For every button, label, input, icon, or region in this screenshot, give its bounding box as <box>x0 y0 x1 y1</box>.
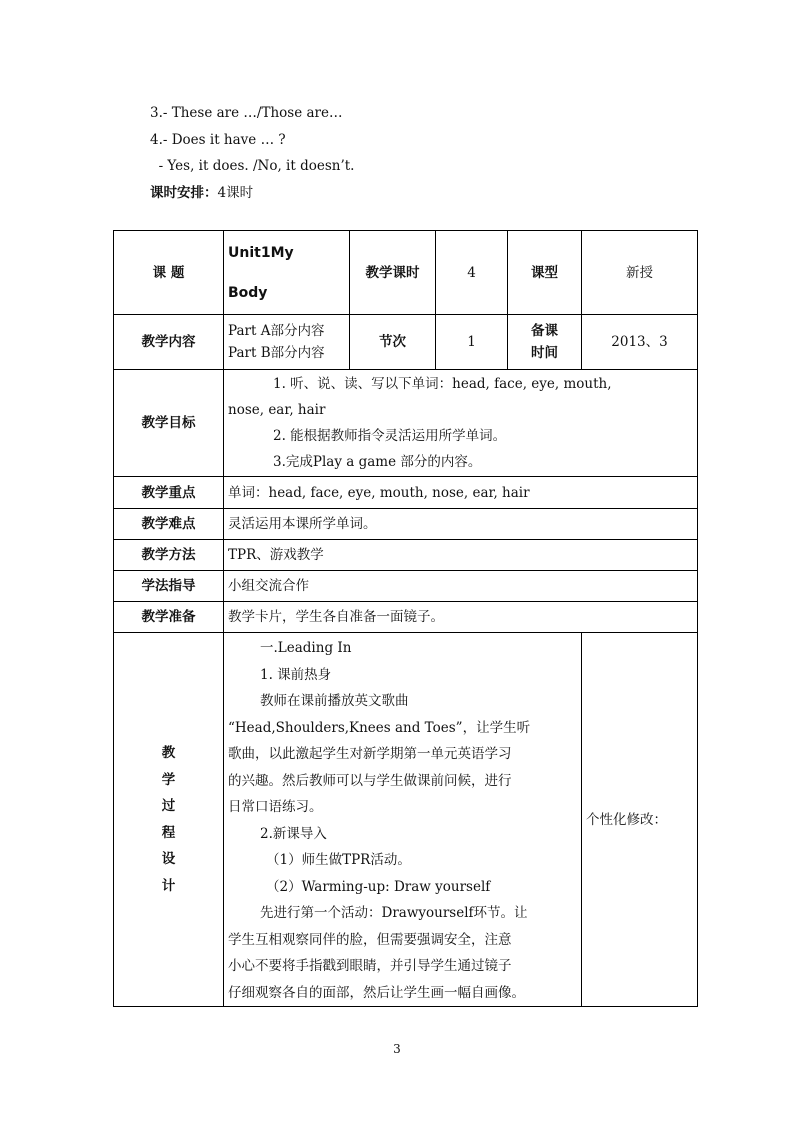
process-line: （1）师生做TPR活动。 <box>266 852 411 868</box>
key-points-value: 单词：head, face, eye, mouth, nose, ear, hair <box>224 477 698 509</box>
process-char-3: 过 <box>161 798 176 814</box>
row-study-guide <box>114 571 698 602</box>
label-key-points: 教学重点 <box>114 477 224 509</box>
process-line: 一.Leading In <box>260 640 352 656</box>
label-prep-time-1: 备课 <box>531 323 558 339</box>
intro-line-4: 4.- Does it have … ? <box>150 131 286 148</box>
row-methods <box>114 540 698 571</box>
hours-value: 4 <box>436 231 508 315</box>
objective-1: 1. 听、说、读、写以下单词：head, face, eye, mouth, <box>273 376 612 392</box>
label-content: 教学内容 <box>114 315 224 370</box>
difficulties-value: 灵活运用本课所学单词。 <box>224 509 698 540</box>
row-preparation <box>114 602 698 633</box>
personal-revision-cell: 个性化修改： <box>582 633 698 1007</box>
process-line: 1. 课前热身 <box>260 666 332 683</box>
topic-line-2: Body <box>228 284 268 301</box>
label-study-guide: 学法指导 <box>114 571 224 602</box>
label-difficulties: 教学难点 <box>114 509 224 540</box>
label-prep-time-2: 时间 <box>531 345 558 361</box>
process-char-2: 学 <box>161 771 176 788</box>
process-line: “Head,Shoulders,Knees and Toes”，让学生听 <box>228 719 531 736</box>
intro-line-3: 3.- These are …/Those are… <box>150 105 343 121</box>
content-line-2: Part B部分内容 <box>228 345 325 361</box>
process-content <box>224 633 582 1007</box>
process-char-6: 计 <box>161 877 176 894</box>
label-section: 节次 <box>350 315 436 370</box>
intro-block <box>150 102 354 208</box>
page-number: 3 <box>393 1042 401 1056</box>
content-cell <box>224 315 350 370</box>
objective-3: 3.完成Play a game 部分的内容。 <box>273 454 482 470</box>
process-line: 2.新课导入 <box>260 825 327 842</box>
schedule-value: 4课时 <box>217 184 254 201</box>
process-char-4: 程 <box>161 824 176 841</box>
row-process <box>114 633 698 1007</box>
section-value: 1 <box>436 315 508 370</box>
label-prep-time <box>508 315 582 370</box>
process-lines <box>228 635 577 1006</box>
process-char-1: 教 <box>161 745 176 761</box>
row-content <box>114 315 698 370</box>
label-objectives: 教学目标 <box>114 370 224 477</box>
type-value: 新授 <box>582 231 698 315</box>
study-guide-value: 小组交流合作 <box>224 571 698 602</box>
topic-cell <box>224 231 350 315</box>
label-preparation: 教学准备 <box>114 602 224 633</box>
objective-2: 2. 能根据教师指令灵活运用所学单词。 <box>273 428 507 444</box>
process-line: 日常口语练习。 <box>228 799 323 815</box>
objective-1-cont: nose, ear, hair <box>228 402 326 418</box>
process-line: 歌曲，以此激起学生对新学期第一单元英语学习 <box>228 746 512 762</box>
process-line: （2）Warming-up: Draw yourself <box>266 878 491 895</box>
process-char-5: 设 <box>161 851 176 867</box>
row-objectives <box>114 370 698 477</box>
label-topic: 课 题 <box>114 231 224 315</box>
label-type: 课型 <box>508 231 582 315</box>
process-line: 学生互相观察同伴的脸，但需要强调安全，注意 <box>228 931 512 948</box>
label-methods: 教学方法 <box>114 540 224 571</box>
label-hours: 教学课时 <box>350 231 436 315</box>
row-topic <box>114 231 698 315</box>
process-line: 小心不要将手指戳到眼睛，并引导学生通过镜子 <box>228 958 512 974</box>
row-key-points <box>114 477 698 509</box>
content-line-1: Part A部分内容 <box>228 323 325 339</box>
prep-time-value: 2013、3 <box>582 315 698 370</box>
label-process <box>114 633 224 1007</box>
topic-line-1: Unit1My <box>228 244 294 261</box>
process-line: 仔细观察各自的面部，然后让学生画一幅自画像。 <box>228 984 525 1001</box>
methods-value: TPR、游戏教学 <box>224 540 698 571</box>
lesson-plan-table <box>113 230 698 1007</box>
schedule-label: 课时安排： <box>150 184 218 201</box>
row-difficulties <box>114 509 698 540</box>
intro-line-answer: - Yes, it does. /No, it doesn’t. <box>150 158 355 174</box>
process-line: 教师在课前播放英文歌曲 <box>260 693 409 709</box>
preparation-value: 教学卡片，学生各自准备一面镜子。 <box>224 602 698 633</box>
process-line: 先进行第一个活动：Drawyourself环节。让 <box>260 905 528 921</box>
objectives-cell <box>224 370 698 477</box>
schedule-line <box>150 182 354 209</box>
process-line: 的兴趣。然后教师可以与学生做课前问候，进行 <box>228 772 512 789</box>
